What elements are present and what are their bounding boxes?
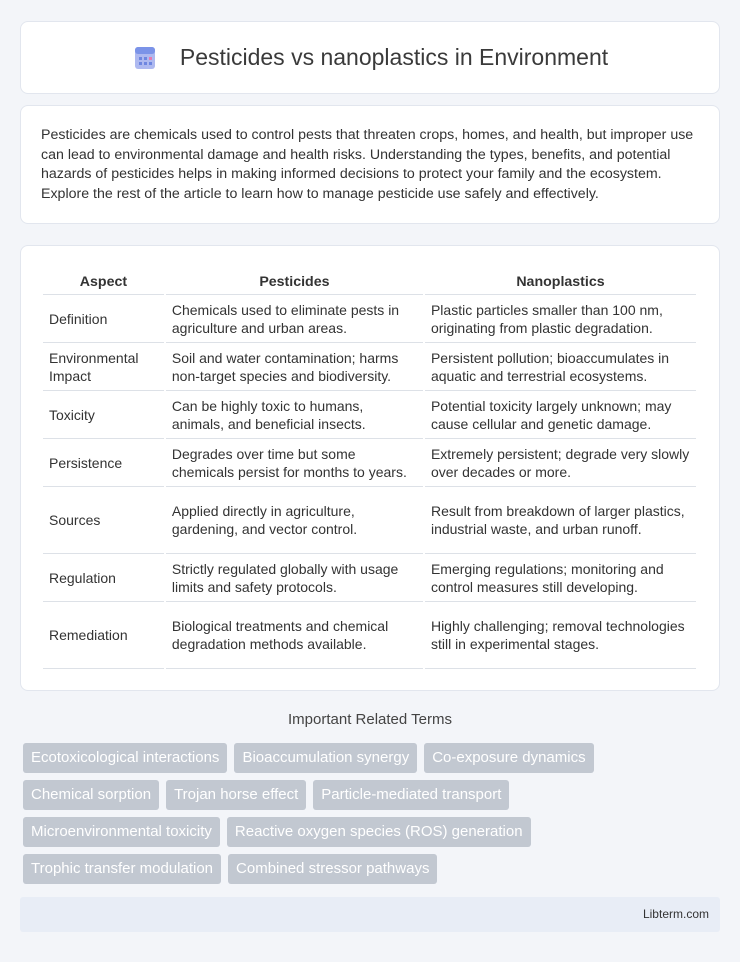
table-row (43, 487, 696, 554)
row-nanoplastics-cell: Potential toxicity largely unknown; may cause cellular and genetic damage. (425, 391, 696, 439)
row-pesticides-cell: Degrades over time but some chemicals persist for months to years. (166, 439, 423, 487)
related-term-tag[interactable]: Reactive oxygen species (ROS) generation (227, 817, 531, 847)
row-aspect-cell: Environmental Impact (43, 343, 164, 391)
related-terms-tags (23, 743, 713, 891)
tag-row (23, 780, 713, 810)
related-term-tag[interactable]: Bioaccumulation synergy (234, 743, 417, 773)
row-aspect-cell: Toxicity (43, 391, 164, 439)
related-terms-title: Important Related Terms (288, 711, 452, 728)
row-nanoplastics-cell: Result from breakdown of larger plastics, industrial waste, and urban runoff. (425, 487, 696, 554)
row-nanoplastics-cell: Plastic particles smaller than 100 nm, originating from plastic degradation. (425, 295, 696, 343)
row-pesticides-cell: Chemicals used to eliminate pests in agriculture and urban areas. (166, 295, 423, 343)
title-wrap (132, 44, 608, 71)
related-term-tag[interactable]: Particle-mediated transport (313, 780, 509, 810)
row-aspect-cell: Definition (43, 295, 164, 343)
intro-paragraph: Pesticides are chemicals used to control pests that threaten crops, homes, and health, but improper use can lead to environmental damage and health risks. Understanding the types, benefits, and potential hazards of pesticides helps in making informed decisions to protect your family and the ecosystem. Explore the rest of the article to learn how to manage pesticide use safely and effectively. (41, 127, 694, 202)
row-aspect-cell: Remediation (43, 602, 164, 669)
row-nanoplastics-cell: Highly challenging; removal technologies still in experimental stages. (425, 602, 696, 669)
related-term-tag[interactable]: Trojan horse effect (166, 780, 306, 810)
table-row (43, 391, 696, 439)
related-term-tag[interactable]: Microenvironmental toxicity (23, 817, 220, 847)
header-card (20, 21, 720, 94)
row-nanoplastics-cell: Extremely persistent; degrade very slowly over decades or more. (425, 439, 696, 487)
related-term-tag[interactable]: Trophic transfer modulation (23, 854, 221, 884)
page-title: Pesticides vs nanoplastics in Environment (179, 44, 609, 70)
related-term-tag[interactable]: Co-exposure dynamics (424, 743, 593, 773)
related-term-tag[interactable]: Chemical sorption (23, 780, 159, 810)
footer-site-link[interactable]: Libterm.com (642, 907, 709, 921)
related-term-tag[interactable]: Combined stressor pathways (228, 854, 437, 884)
tag-row (23, 817, 713, 847)
column-header-nanoplastics: Nanoplastics (425, 264, 696, 295)
row-nanoplastics-cell: Persistent pollution; bioaccumulates in aquatic and terrestrial ecosystems. (425, 343, 696, 391)
row-aspect-cell: Persistence (43, 439, 164, 487)
comparison-table (41, 264, 698, 669)
table-row (43, 602, 696, 669)
related-term-tag[interactable]: Ecotoxicological interactions (23, 743, 227, 773)
table-header-row (43, 264, 696, 295)
row-pesticides-cell: Strictly regulated globally with usage limits and safety protocols. (166, 554, 423, 602)
document-icon (132, 45, 158, 71)
table-row (43, 439, 696, 487)
column-header-pesticides: Pesticides (166, 264, 423, 295)
tag-row (23, 743, 713, 773)
row-pesticides-cell: Biological treatments and chemical degradation methods available. (166, 602, 423, 669)
intro-card (20, 105, 720, 224)
row-pesticides-cell: Soil and water contamination; harms non-target species and biodiversity. (166, 343, 423, 391)
comparison-card (20, 245, 720, 691)
row-aspect-cell: Regulation (43, 554, 164, 602)
column-header-aspect: Aspect (43, 264, 164, 295)
footer-bar (20, 897, 720, 932)
row-nanoplastics-cell: Emerging regulations; monitoring and control measures still developing. (425, 554, 696, 602)
row-aspect-cell: Sources (43, 487, 164, 554)
table-row (43, 554, 696, 602)
row-pesticides-cell: Applied directly in agriculture, gardening, and vector control. (166, 487, 423, 554)
tag-row (23, 854, 713, 884)
table-row (43, 295, 696, 343)
row-pesticides-cell: Can be highly toxic to humans, animals, and beneficial insects. (166, 391, 423, 439)
table-row (43, 343, 696, 391)
